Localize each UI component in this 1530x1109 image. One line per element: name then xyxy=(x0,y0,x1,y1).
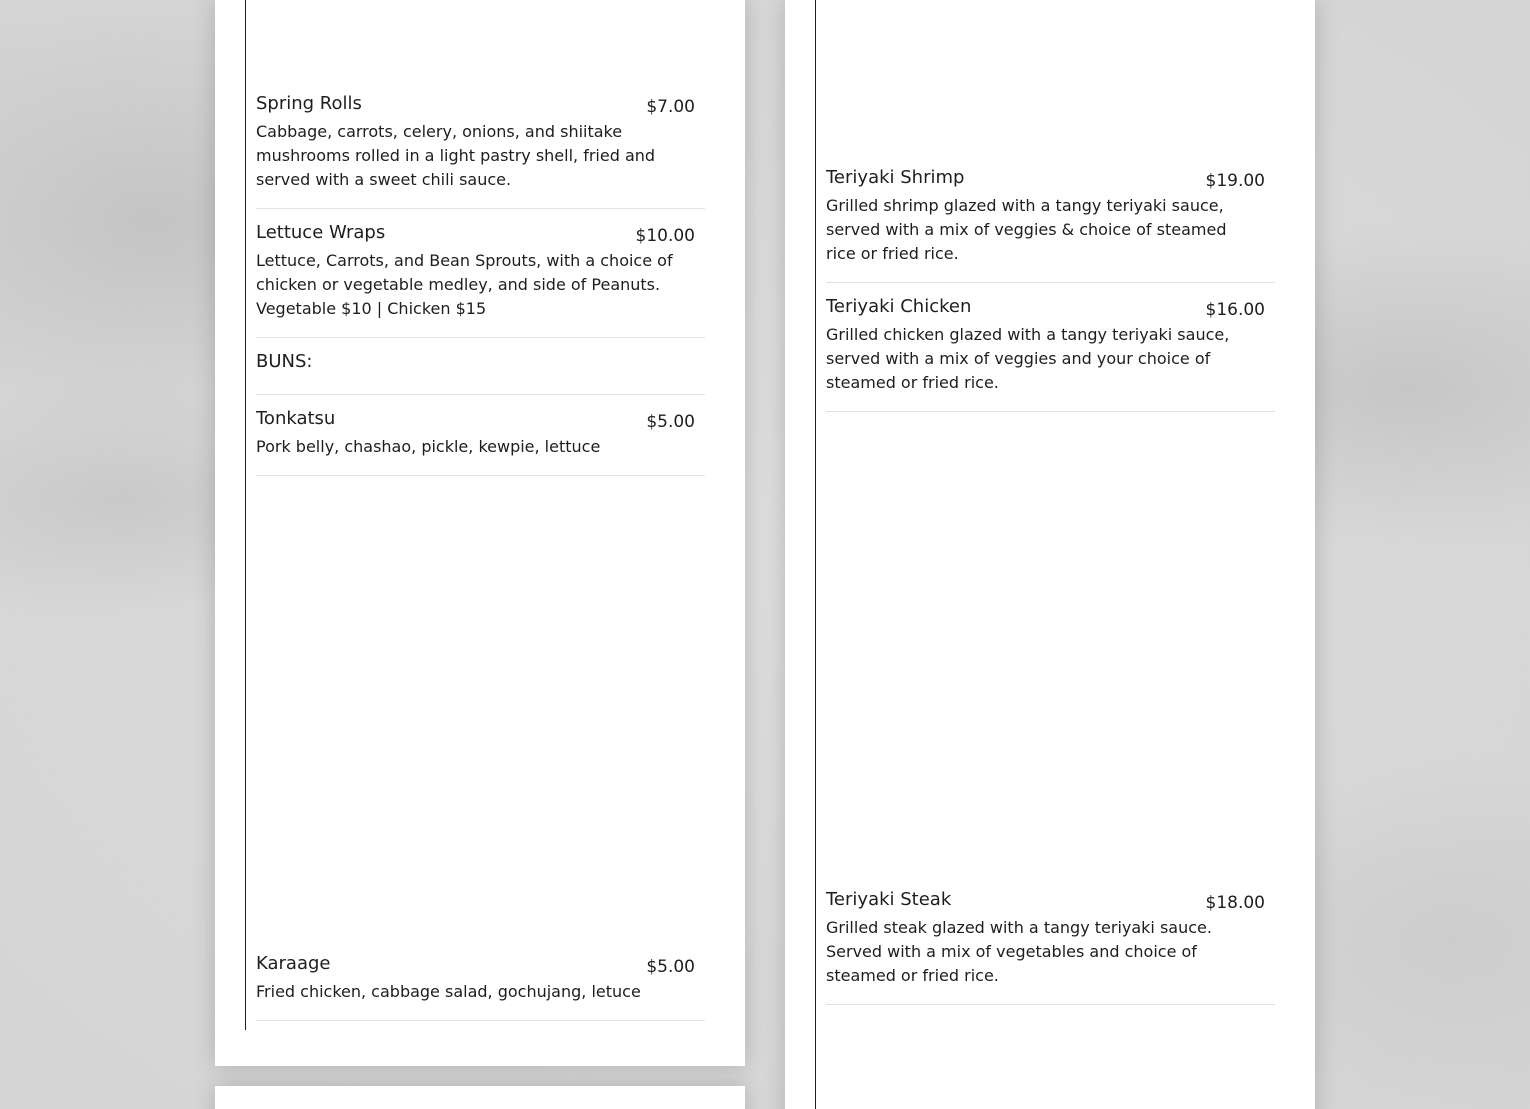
item-price: $7.00 xyxy=(646,97,695,117)
item-name: Karaage xyxy=(256,953,331,974)
item-description: Cabbage, carrots, celery, onions, and shiitake mushrooms rolled in a light pastry shell, fried and served with a sweet chili sauce. xyxy=(256,122,656,189)
menu-card-right xyxy=(785,0,1315,1109)
vertical-divider xyxy=(245,0,246,1030)
item-name: Lettuce Wraps xyxy=(256,222,386,243)
item-price: $5.00 xyxy=(646,957,695,977)
item-description: Grilled steak glazed with a tangy teriyaki sauce. Served with a mix of vegetables and choice of steamed or fried rice. xyxy=(826,918,1212,985)
menu-item-lettuce-wraps xyxy=(256,221,705,338)
item-description: Pork belly, chashao, pickle, kewpie, lettuce xyxy=(256,437,601,456)
item-name: Teriyaki Shrimp xyxy=(826,167,965,188)
item-name: Tonkatsu xyxy=(256,408,336,429)
menu-card-left-next xyxy=(215,1086,745,1109)
menu-item-spring-rolls xyxy=(256,92,705,209)
item-price: $18.00 xyxy=(1205,893,1265,913)
item-description: Grilled shrimp glazed with a tangy teriyaki sauce, served with a mix of veggies & choice of steamed rice or fried rice. xyxy=(826,196,1227,263)
item-price: $5.00 xyxy=(646,412,695,432)
menu-item-teriyaki-chicken xyxy=(826,295,1275,412)
item-name: Spring Rolls xyxy=(256,93,362,114)
item-description: Grilled chicken glazed with a tangy teriyaki sauce, served with a mix of veggies and your choice of steamed or fried rice. xyxy=(826,325,1230,392)
menu-item-tonkatsu xyxy=(256,407,705,476)
menu-item-karaage xyxy=(256,952,705,1021)
item-price: $19.00 xyxy=(1205,171,1265,191)
item-name: Teriyaki Steak xyxy=(826,889,952,910)
section-heading-buns: BUNS: xyxy=(256,350,705,395)
item-description: Fried chicken, cabbage salad, gochujang, letuce xyxy=(256,982,641,1001)
item-price: $16.00 xyxy=(1205,300,1265,320)
menu-item-teriyaki-steak xyxy=(826,888,1275,1005)
menu-item-teriyaki-shrimp xyxy=(826,166,1275,283)
item-price: $10.00 xyxy=(635,226,695,246)
item-name: Teriyaki Chicken xyxy=(826,296,972,317)
menu-card-left xyxy=(215,0,745,1066)
vertical-divider xyxy=(815,0,816,1109)
item-description: Lettuce, Carrots, and Bean Sprouts, with a choice of chicken or vegetable medley, and side of Peanuts. Vegetable $10 | Chicken $15 xyxy=(256,251,673,318)
